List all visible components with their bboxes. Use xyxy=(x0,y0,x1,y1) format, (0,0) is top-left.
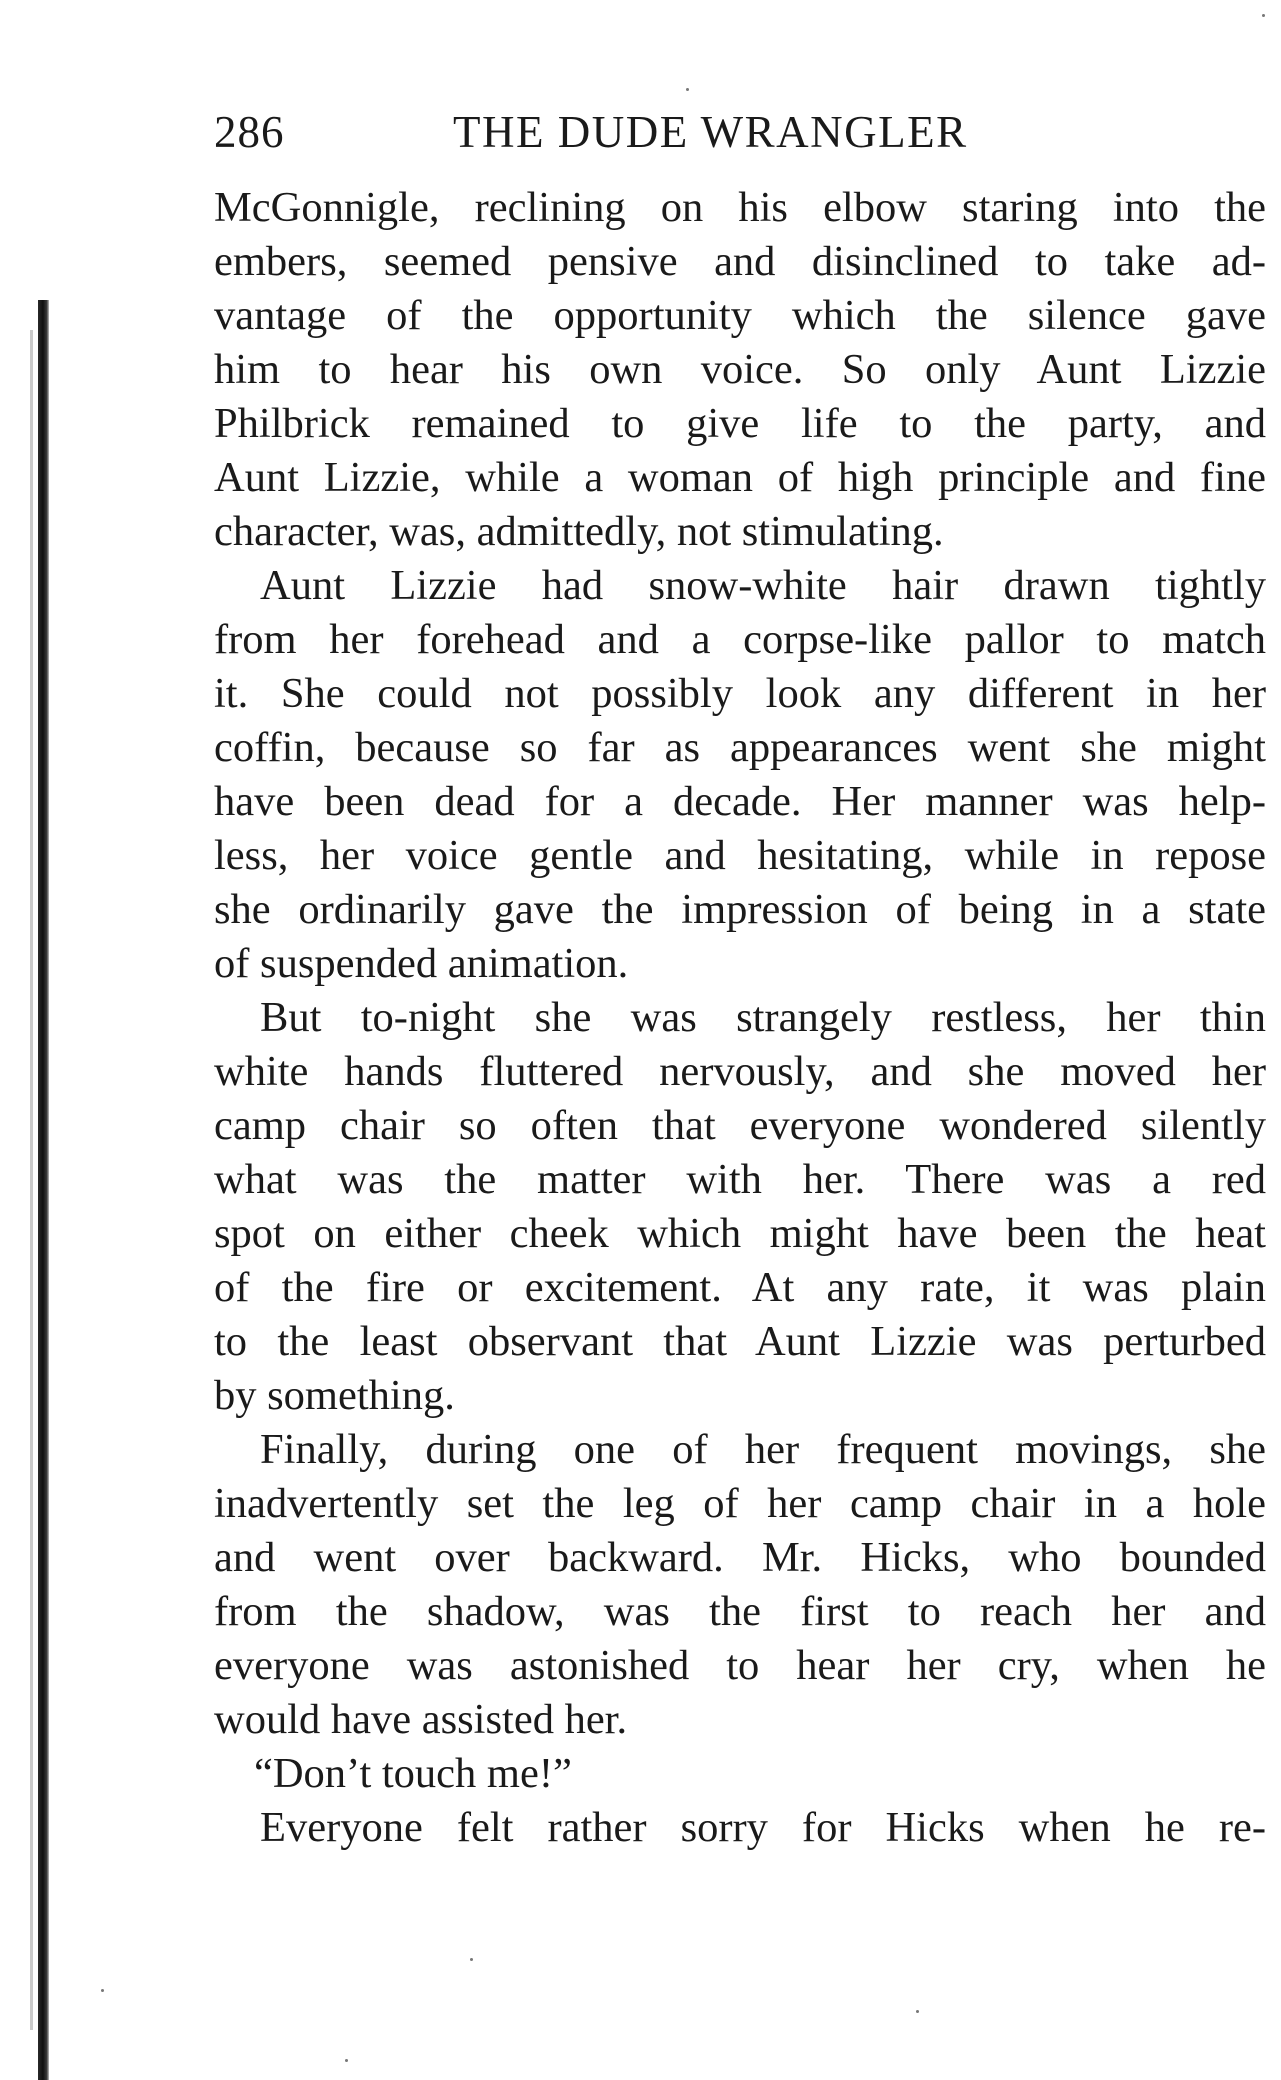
paragraph-start-line: Everyone felt rather sorry for Hicks when he re- xyxy=(260,1804,1266,1851)
paragraph-start-line: Finally, during one of her frequent movings, she xyxy=(260,1426,1266,1473)
text-line: character, was, admittedly, not stimulating. xyxy=(214,508,944,555)
running-head xyxy=(214,102,1266,162)
text-line: vantage of the opportunity which the silence gave xyxy=(214,292,1266,339)
scan-speck xyxy=(1262,14,1265,17)
dialogue-line: “Don’t touch me!” xyxy=(254,1750,572,1797)
text-line: what was the matter with her. There was a red xyxy=(214,1156,1266,1203)
page-number: 286 xyxy=(214,107,285,157)
text-line: would have assisted her. xyxy=(214,1696,628,1743)
text-line: everyone was astonished to hear her cry, when he xyxy=(214,1642,1266,1689)
text-line: coffin, because so far as appearances went she might xyxy=(214,724,1266,771)
text-line: of the fire or excitement. At any rate, it was plain xyxy=(214,1264,1266,1311)
paragraph-start-line: But to-night she was strangely restless, her thin xyxy=(260,994,1266,1041)
text-line: Philbrick remained to give life to the party, and xyxy=(214,400,1266,447)
binding-edge xyxy=(38,300,49,2080)
scan-speck xyxy=(686,88,689,91)
text-line: she ordinarily gave the impression of being in a state xyxy=(214,886,1266,933)
running-title: THE DUDE WRANGLER xyxy=(453,107,968,157)
scan-speck xyxy=(101,1989,104,1992)
text-line: embers, seemed pensive and disinclined to take ad- xyxy=(214,238,1266,285)
text-line: by something. xyxy=(214,1372,455,1419)
text-line: Aunt Lizzie, while a woman of high principle and fine xyxy=(214,454,1266,501)
body-text xyxy=(214,181,1266,1855)
text-line: McGonnigle, reclining on his elbow staring into the xyxy=(214,184,1266,231)
binding-shadow xyxy=(30,330,33,2030)
text-line: him to hear his own voice. So only Aunt Lizzie xyxy=(214,346,1266,393)
scan-speck xyxy=(345,2059,348,2062)
text-line: have been dead for a decade. Her manner was help- xyxy=(214,778,1266,825)
text-line: from her forehead and a corpse-like pallor to match xyxy=(214,616,1266,663)
text-line: it. She could not possibly look any different in her xyxy=(214,670,1266,717)
text-line: of suspended animation. xyxy=(214,940,629,987)
text-line: white hands fluttered nervously, and she moved her xyxy=(214,1048,1266,1095)
text-line: camp chair so often that everyone wondered silently xyxy=(214,1102,1266,1149)
text-line: less, her voice gentle and hesitating, while in repose xyxy=(214,832,1266,879)
text-line: inadvertently set the leg of her camp chair in a hole xyxy=(214,1480,1266,1527)
text-line: from the shadow, was the first to reach her and xyxy=(214,1588,1266,1635)
text-line: and went over backward. Mr. Hicks, who bounded xyxy=(214,1534,1266,1581)
paragraph-start-line: Aunt Lizzie had snow-white hair drawn tightly xyxy=(260,562,1266,609)
text-line: spot on either cheek which might have been the heat xyxy=(214,1210,1266,1257)
scan-speck xyxy=(470,1958,473,1961)
text-line: to the least observant that Aunt Lizzie was perturbed xyxy=(214,1318,1266,1365)
scan-speck xyxy=(916,2010,919,2013)
